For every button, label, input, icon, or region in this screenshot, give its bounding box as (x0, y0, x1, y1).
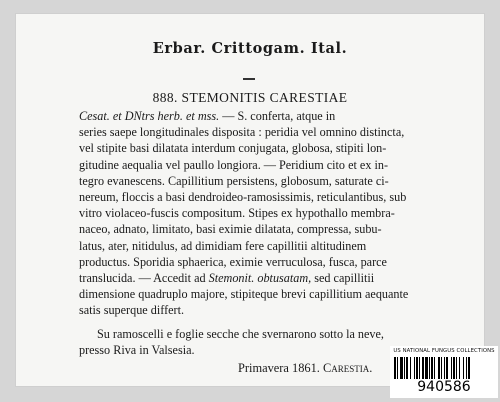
description-line: translucida. — Accedit ad Stemonit. obtusatam, sed capillitii (79, 271, 375, 286)
barcode-icon (394, 357, 494, 379)
header-divider (243, 78, 255, 80)
collector-signature (238, 361, 372, 376)
description-line: dimensione quadruplo majore, stipiteque brevi capillitium aequante (79, 287, 409, 302)
authority-citation: Cesat. et DNtrs herb. et mss. (79, 109, 220, 123)
collection-date: Primavera 1861. (238, 361, 320, 375)
herbarium-label (16, 14, 484, 386)
barcode-label (390, 346, 498, 398)
description-line: gitudine aequalia vel paullo longiora. — Peridium cito et ex in- (79, 157, 389, 172)
description-line: naceo, adnato, limitato, basi eximie dilatata, compressa, subu- (79, 222, 382, 237)
description-line: nereum, floccis a basi dendroideo-ramosissimis, reticulantibus, sub (79, 190, 407, 205)
description-line: satis superque differt. (79, 303, 185, 318)
description-line: productus. Sporidia sphaerica, eximie verruculosa, fusca, parce (79, 254, 387, 269)
collector-name: Carestia. (323, 361, 373, 375)
description-line: Cesat. et DNtrs herb. et mss. — S. conferta, atque in (79, 109, 336, 123)
habitat-line: presso Riva in Valsesia. (79, 343, 195, 358)
species-title: 888. STEMONITIS CARESTIAE (152, 90, 348, 105)
description-line: vel stipite basi dilatata interdum conjugata, globosa, stipiti lon- (79, 141, 387, 156)
description-line: latus, ater, nitidulus, ad dimidiam fere capillitii altitudinem (79, 238, 367, 253)
institution-name: US NATIONAL FUNGUS COLLECTIONS (393, 348, 495, 354)
description-line: vitro violaceo-fuscis compositum. Stipes ex hypothallo membra- (79, 206, 395, 221)
label-header: Erbar. Crittogam. Ital. (152, 40, 348, 57)
description-line: series saepe longitudinales disposita : peridia vel omnino distincta, (79, 125, 405, 140)
description-text (79, 108, 409, 319)
habitat-note (79, 326, 409, 358)
description-line: tegro evanescens. Capillitium persistens, globosum, saturate ci- (79, 173, 389, 188)
barcode-number: 940586 (417, 379, 471, 395)
compared-taxon: Stemonit. obtusatam, (208, 271, 312, 286)
habitat-line: Su ramoscelli e foglie secche che svernarono sotto la neve, (97, 327, 384, 341)
